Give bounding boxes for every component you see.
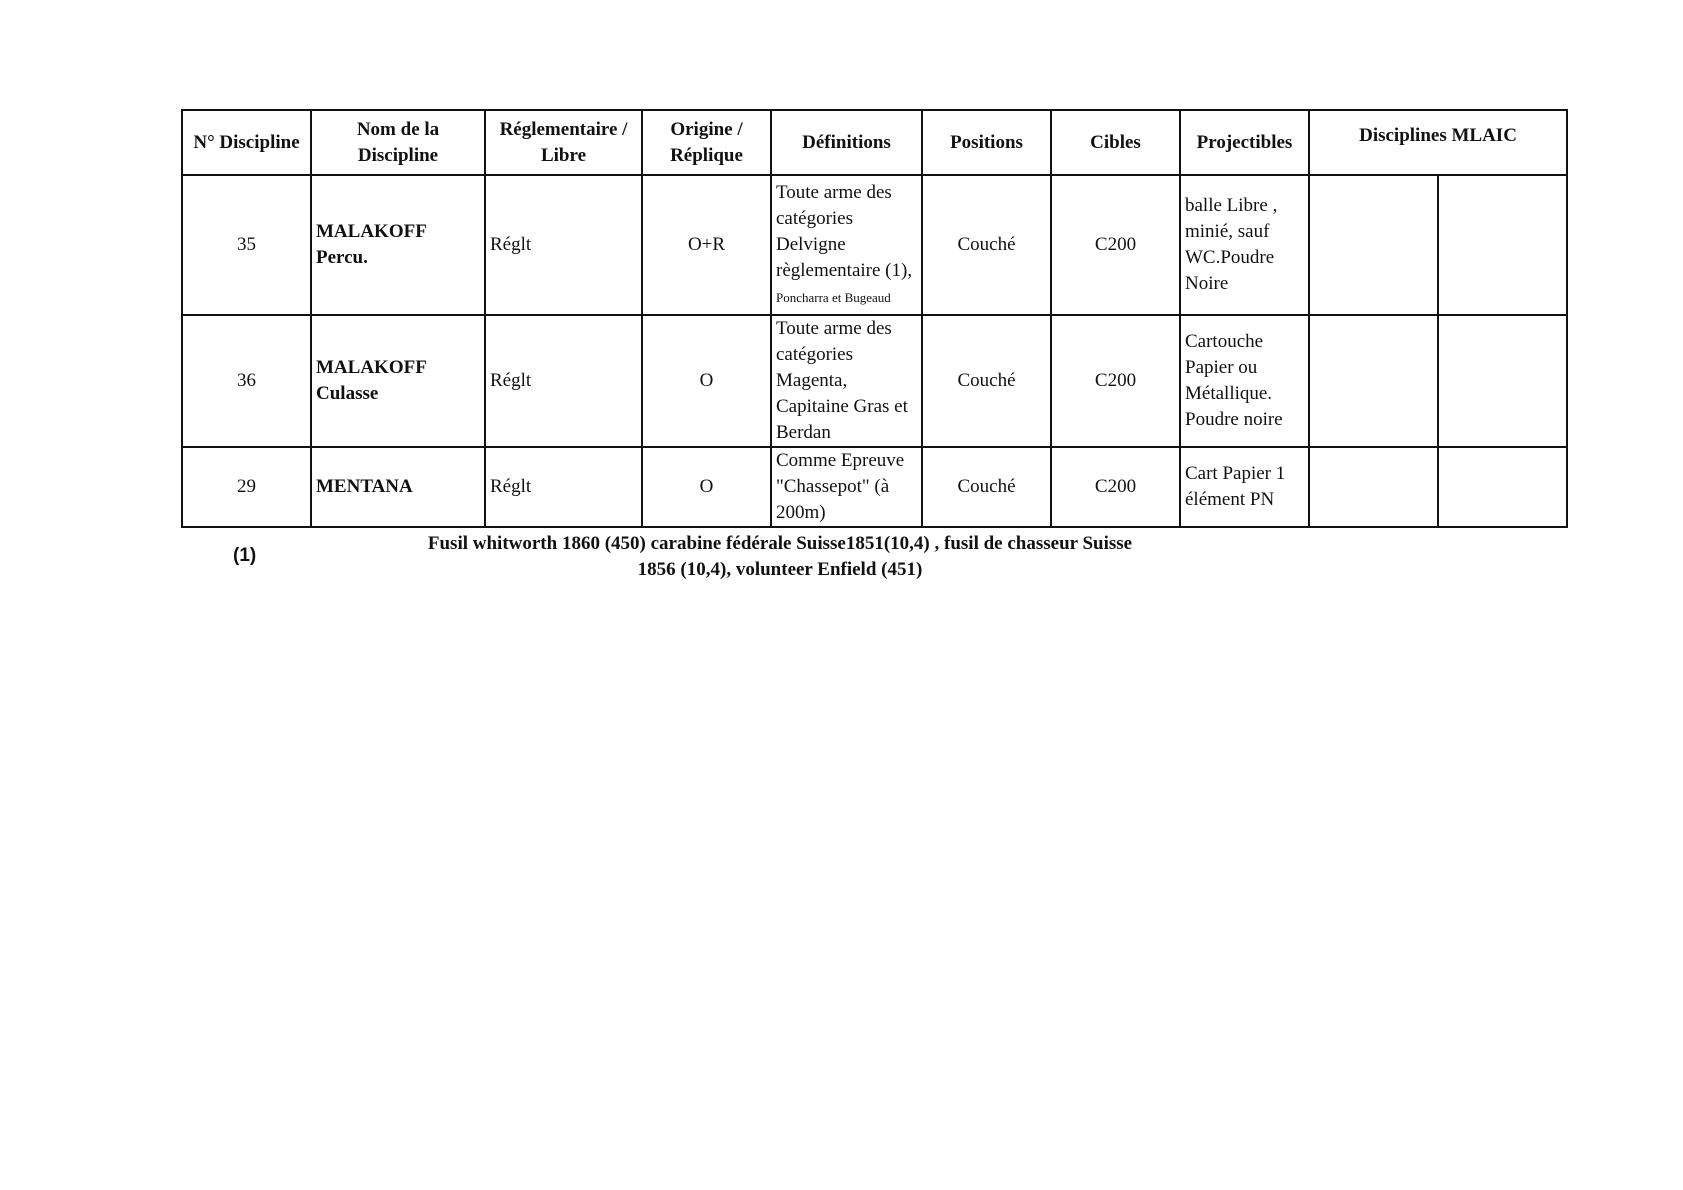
- header-row: [182, 110, 1567, 175]
- table-row: [182, 447, 1567, 527]
- nom-line1: MALAKOFF: [316, 221, 427, 242]
- cell-origine: O: [642, 447, 771, 527]
- cell-cibles: C200: [1051, 447, 1180, 527]
- nom-line2: Culasse: [316, 383, 379, 404]
- header-nom: Nom de la Discipline: [311, 110, 485, 175]
- cell-mlaic-2: [1438, 315, 1567, 447]
- cell-num: 36: [182, 315, 311, 447]
- cell-cibles: C200: [1051, 315, 1180, 447]
- cell-nom: MENTANA: [311, 447, 485, 527]
- cell-nom: [311, 315, 485, 447]
- cell-positions: Couché: [922, 175, 1051, 315]
- cell-mlaic-1: [1309, 175, 1438, 315]
- footnote-text: [380, 531, 1180, 583]
- footnote-marker: (1): [233, 545, 257, 566]
- cell-regl: Réglt: [485, 447, 642, 527]
- header-origine: Origine / Réplique: [642, 110, 771, 175]
- cell-projectibles: Cartouche Papier ou Métallique. Poudre noire: [1180, 315, 1309, 447]
- header-cibles: Cibles: [1051, 110, 1180, 175]
- header-regl: Réglementaire / Libre: [485, 110, 642, 175]
- cell-cibles: C200: [1051, 175, 1180, 315]
- cell-mlaic-2: [1438, 175, 1567, 315]
- cell-num: 29: [182, 447, 311, 527]
- header-mlaic: Disciplines MLAIC: [1309, 110, 1567, 175]
- footnote-line1: Fusil whitworth 1860 (450) carabine fédérale Suisse1851(10,4) , fusil de chasseur Suisse: [427, 533, 1133, 554]
- cell-origine: O: [642, 315, 771, 447]
- cell-num: 35: [182, 175, 311, 315]
- header-definitions: Définitions: [771, 110, 922, 175]
- cell-positions: Couché: [922, 447, 1051, 527]
- cell-definitions: Toute arme des catégories Magenta, Capitaine Gras et Berdan: [771, 315, 922, 447]
- definition-small: Poncharra et Bugeaud: [776, 290, 891, 305]
- cell-regl: Réglt: [485, 175, 642, 315]
- cell-definitions: [771, 175, 922, 315]
- cell-mlaic-1: [1309, 315, 1438, 447]
- cell-mlaic-1: [1309, 447, 1438, 527]
- cell-regl: Réglt: [485, 315, 642, 447]
- nom-line2: Percu.: [316, 247, 368, 268]
- cell-nom: [311, 175, 485, 315]
- cell-projectibles: Cart Papier 1 élément PN: [1180, 447, 1309, 527]
- table-row: [182, 315, 1567, 447]
- header-projectibles: Projectibles: [1180, 110, 1309, 175]
- nom-line1: MALAKOFF: [316, 357, 427, 378]
- cell-positions: Couché: [922, 315, 1051, 447]
- table-row: [182, 175, 1567, 315]
- header-num: N° Discipline: [182, 110, 311, 175]
- footnote-line2: 1856 (10,4), volunteer Enfield (451): [637, 559, 923, 580]
- cell-projectibles: balle Libre , minié, sauf WC.Poudre Noire: [1180, 175, 1309, 315]
- cell-definitions: Comme Epreuve "Chassepot" (à 200m): [771, 447, 922, 527]
- disciplines-table: [181, 109, 1568, 528]
- cell-origine: O+R: [642, 175, 771, 315]
- definition-text: Toute arme des catégories Delvigne règlementaire (1),: [776, 182, 913, 281]
- header-positions: Positions: [922, 110, 1051, 175]
- cell-mlaic-2: [1438, 447, 1567, 527]
